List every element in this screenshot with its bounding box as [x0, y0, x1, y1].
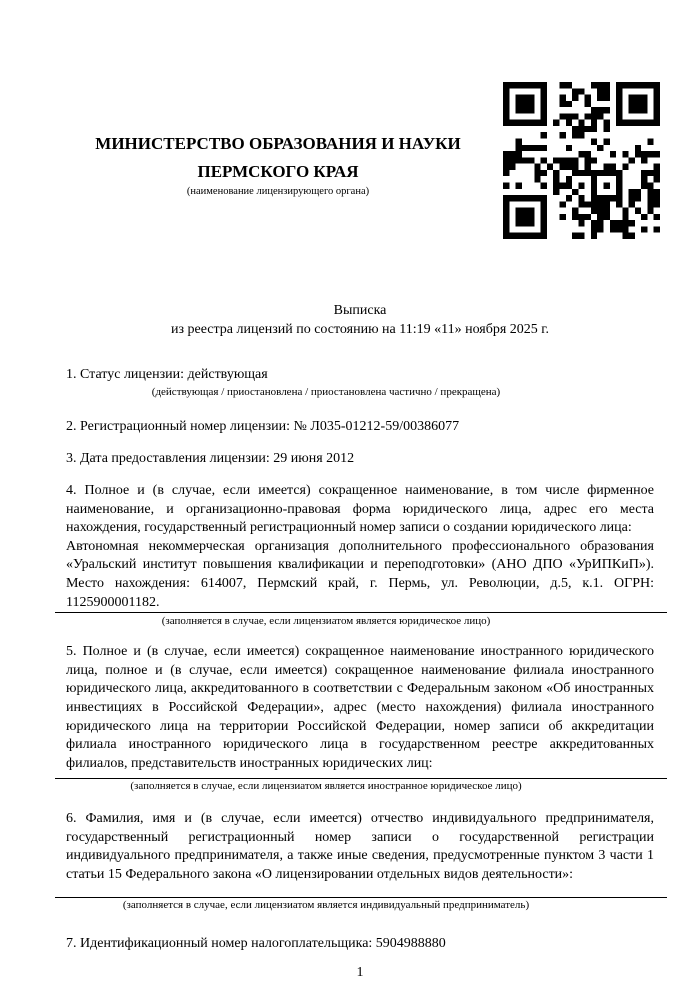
- registration-number-text: 2. Регистрационный номер лицензии: № Л035-01212-59/00386077: [66, 418, 460, 434]
- legal-entity-label: 4. Полное и (в случае, если имеется) сокращенное наименование, в том числе фирменное наименование, и организационно-правовая форма юридического лица, адрес его места нахождения, государственный регистрационный номер записи о создании юридического лица:: [66, 482, 654, 536]
- document-title: [66, 302, 654, 339]
- document-body: [66, 366, 654, 953]
- ministry-name-line1: МИНИСТЕРСТВО ОБРАЗОВАНИЯ И НАУКИ: [95, 134, 461, 153]
- legal-entity-caption: (заполняется в случае, если лицензиатом является юридическое лицо): [161, 615, 491, 628]
- qr-code: [503, 82, 660, 239]
- field-foreign-entity: [66, 643, 654, 794]
- field-taxpayer-number: [66, 935, 654, 954]
- license-status-caption: (действующая / приостановлена / приостановлена частично / прекращена): [151, 385, 501, 398]
- fill-in-line: [55, 612, 667, 613]
- foreign-entity-caption: (заполняется в случае, если лицензиатом является иностранное юридическое лицо): [130, 780, 522, 793]
- grant-date-text: 3. Дата предоставления лицензии: 29 июня 2012: [66, 451, 355, 467]
- field-grant-date: [66, 450, 654, 469]
- foreign-entity-label: 5. Полное и (в случае, если имеется) сокращенное наименование иностранного юридического лица, полное и (в случае, если имеется) сокращенное наименование филиала иностранного юридического лица, аккредитованного в соответствии с Федеральным законом «Об иностранных инвестициях в Российской Федерации», адрес (место нахождения) филиала иностранного юридического лица на территории Российской Федерации, номер записи об аккредитации филиала иностранного юридического лица в государственном реестре аккредитованных филиалов, представительств иностранных юридических лиц:: [66, 644, 654, 771]
- licensing-authority-caption: (наименование лицензирующего органа): [186, 186, 370, 197]
- individual-entrepreneur-label: 6. Фамилия, имя и (в случае, если имеется) отчество индивидуального предпринимателя, государственный регистрационный номер записи о государственной регистрации индивидуального предпринимателя, а также иные сведения, предусмотренные пунктом 3 части 1 статьи 15 Федерального закона «О лицензировании отдельных видов деятельности»:: [66, 811, 654, 883]
- field-legal-entity: [66, 482, 654, 629]
- page-number: 1: [356, 965, 364, 981]
- title-line1: Выписка: [333, 303, 387, 318]
- ministry-name-line2: ПЕРМСКОГО КРАЯ: [197, 162, 359, 181]
- field-registration-number: [66, 418, 654, 437]
- taxpayer-number-text: 7. Идентификационный номер налогоплательщика: 5904988880: [66, 935, 446, 951]
- ministry-header: [66, 0, 490, 186]
- field-license-status: [66, 366, 654, 400]
- legal-entity-value: Автономная некоммерческая организация дополнительного профессионального образования «Уральский институт повышения квалификации и переподготовки» (АНО ДПО «УрИПКиП»). Место нахождения: 614007, Пермский край, г. Пермь, ул. Революции, д.5, к.1. ОГРН: 1125900001182.: [66, 538, 654, 610]
- field-individual-entrepreneur: [66, 810, 654, 912]
- license-status-text: 1. Статус лицензии: действующая: [66, 367, 268, 383]
- title-line2: из реестра лицензий по состоянию на 11:19 «11» ноября 2025 г.: [171, 321, 549, 337]
- individual-entrepreneur-caption: (заполняется в случае, если лицензиатом является индивидуальный предприниматель): [122, 898, 530, 911]
